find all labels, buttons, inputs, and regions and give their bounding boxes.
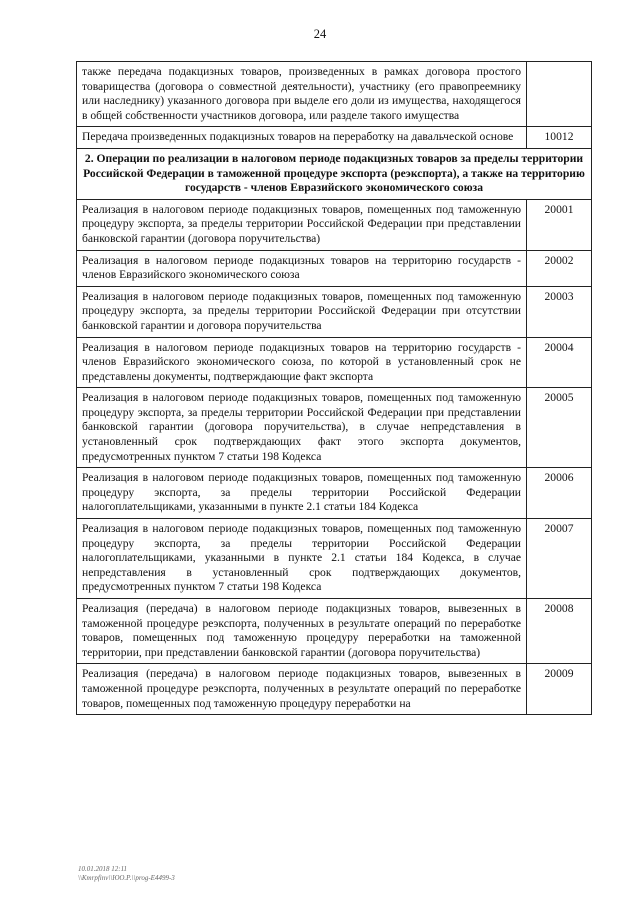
- operation-description: Реализация в налоговом периоде подакцизных товаров, помещенных под таможенную процедуру экспорта, за пределы территории Российской Федерации при отсутствии банковской гарантии и договора поручительства: [77, 286, 527, 337]
- page-number: 24: [313, 27, 327, 41]
- table-row: [77, 250, 592, 286]
- operation-code: 20001: [527, 199, 592, 250]
- table-row: [77, 62, 592, 127]
- operation-code: 20002: [527, 250, 592, 286]
- operation-description: Реализация в налоговом периоде подакцизных товаров на территорию государств - членов Евразийского экономического союза: [77, 250, 527, 286]
- operation-code: 20008: [527, 599, 592, 664]
- operations-table-body: [77, 62, 592, 715]
- section-heading: 2. Операции по реализации в налоговом периоде подакцизных товаров за пределы территории Российской Федерации в таможенной процедуре экспорта (реэкспорта), а также на территорию государств - членов Евразийского экономического союза: [77, 148, 592, 199]
- table-row: [77, 664, 592, 715]
- footer-timestamp: 10.01.2018 12:11: [78, 865, 128, 873]
- operation-code: [527, 62, 592, 127]
- operation-code: 20009: [527, 664, 592, 715]
- operations-table: [76, 61, 592, 715]
- table-row: [77, 519, 592, 599]
- operation-code: 20007: [527, 519, 592, 599]
- operation-code: 20005: [527, 388, 592, 468]
- operation-description: Реализация в налоговом периоде подакцизных товаров, помещенных под таможенную процедуру экспорта, за пределы территории Российской Федерации налогоплательщиками, указанными в пункте 2.1 статьи 184 Кодекса, в случае непредставления в установленный срок подтверждающих документов, предусмотренных пунктом 7 статьи 198 Кодекса: [77, 519, 527, 599]
- document-footer: [78, 865, 175, 883]
- operation-code: 20006: [527, 468, 592, 519]
- operation-description: Реализация в налоговом периоде подакцизных товаров на территорию государств - членов Евразийского экономического союза, по которой в установленный срок не представлены документы, подтверждающие факт экспорта: [77, 337, 527, 388]
- operation-description: Реализация в налоговом периоде подакцизных товаров, помещенных под таможенную процедуру экспорта, за пределы территории Российской Федерации при представлении банковской гарантии (договора поручительства), в случае непредставления в установленный срок подтверждающих факт этого экспорта документов, предусмотренных пунктом 7 статьи 198 Кодекса: [77, 388, 527, 468]
- operation-description: Реализация в налоговом периоде подакцизных товаров, помещенных под таможенную процедуру экспорта, за пределы территории Российской Федерации при представлении банковской гарантии (договора поручительства): [77, 199, 527, 250]
- table-row: [77, 286, 592, 337]
- operation-description: также передача подакцизных товаров, произведенных в рамках договора простого товарищества (договора о совместной деятельности), участнику (его правопреемнику или наследнику) указанного договора при выделе его доли из имущества, находящегося в общей собственности участников договора, или разделе такого имущества: [77, 62, 527, 127]
- table-row: [77, 337, 592, 388]
- table-row: [77, 599, 592, 664]
- operation-code: 20003: [527, 286, 592, 337]
- operation-description: Реализация (передача) в налоговом периоде подакцизных товаров, вывезенных в таможенной процедуре реэкспорта, полученных в результате операций по переработке товаров, помещенных под таможенную процедуру переработки на: [77, 664, 527, 715]
- operation-description: Реализация в налоговом периоде подакцизных товаров, помещенных под таможенную процедуру экспорта, за пределы территории Российской Федерации налогоплательщиками, указанными в пункте 2.1 статьи 184 Кодекса: [77, 468, 527, 519]
- operation-code: 10012: [527, 127, 592, 149]
- operation-code: 20004: [527, 337, 592, 388]
- table-row: [77, 388, 592, 468]
- operation-description: Реализация (передача) в налоговом периоде подакцизных товаров, вывезенных в таможенной процедуре реэкспорта, полученных в результате операций по переработке товаров, помещенных под таможенную процедуру переработки на таможенной территории, при представлении банковской гарантии (договора поручительства): [77, 599, 527, 664]
- footer-file-path: \\Kmrpfinv\\ЮО.Р.\\prog-E4499-3: [78, 874, 175, 882]
- operation-description: Передача произведенных подакцизных товаров на переработку на давальческой основе: [77, 127, 527, 149]
- table-row: [77, 199, 592, 250]
- table-row: [77, 127, 592, 149]
- table-row: [77, 468, 592, 519]
- section-row: [77, 148, 592, 199]
